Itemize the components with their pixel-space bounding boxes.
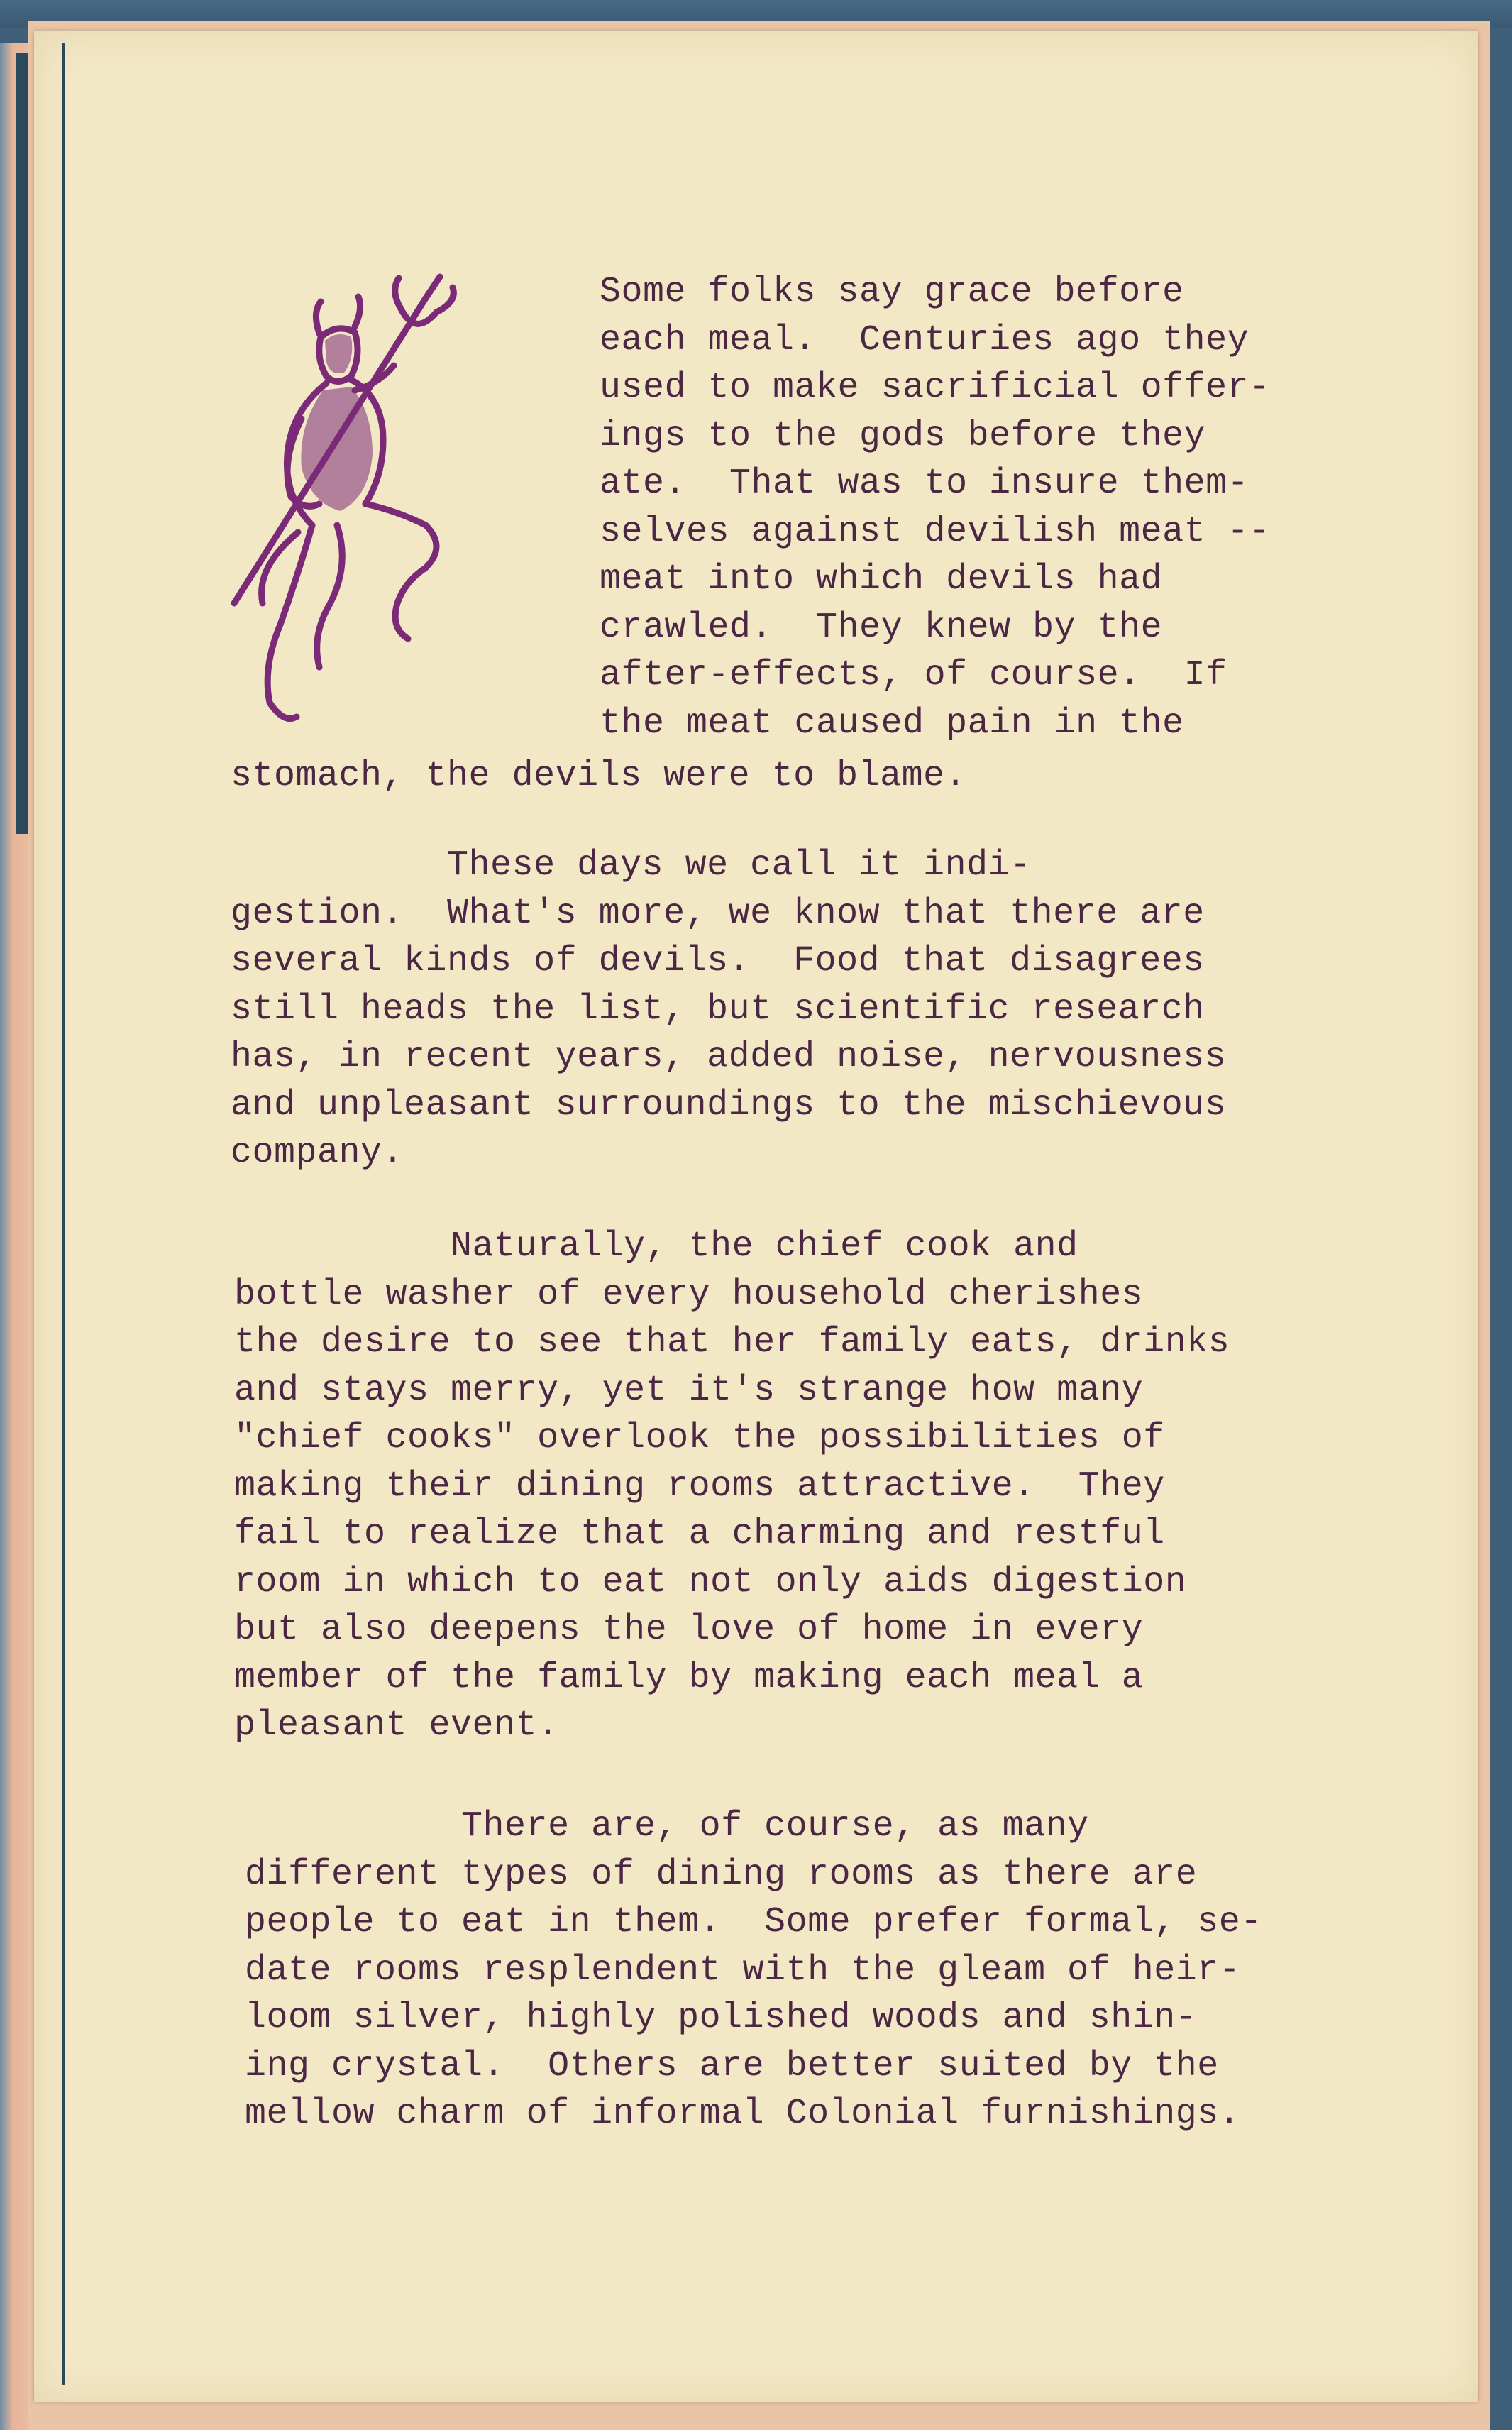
devil-with-trident-icon: [213, 270, 511, 738]
paragraph-grace-wrapped: Some folks say grace before each meal. Centuries ago they used to make sacrificial offer- ings to the gods before they ate. That was to insure them- selves against devilish meat -- meat into which devils had crawled. They knew by the after-effects, of course. If the meat caused pain in the: [600, 272, 1271, 744]
paragraph-grace-continuation: stomach, the devils were to blame.: [231, 756, 967, 796]
paragraph-chief-cook: Naturally, the chief cook and bottle washer of every household cherishes the desire to see that her family eats, drinks and stays merry, yet it's strange how many "chief cooks" overlook the possibilities of making their dining rooms attractive. They fail to realize that a charming and restful room in which to eat not only aids digestion but also deepens the love of home in every member of the family by making each meal a pleasant event.: [234, 1226, 1230, 1746]
paragraph-indigestion: These days we call it indi- gestion. What's more, we know that there are several kinds of devils. Food that disagrees still heads the list, but scientific research has, in recent years, added noise, nervousness and unpleasant surroundings to the mischievous company.: [231, 845, 1227, 1173]
paragraph-dining-types: There are, of course, as many different types of dining rooms as there are people to eat in them. Some prefer formal, se- date rooms resplendent with the gleam of heir- loom silver, highly polished woods and shin- ing crystal. Others are better suited by the mellow charm of informal Colonial furnishings.: [245, 1806, 1262, 2134]
